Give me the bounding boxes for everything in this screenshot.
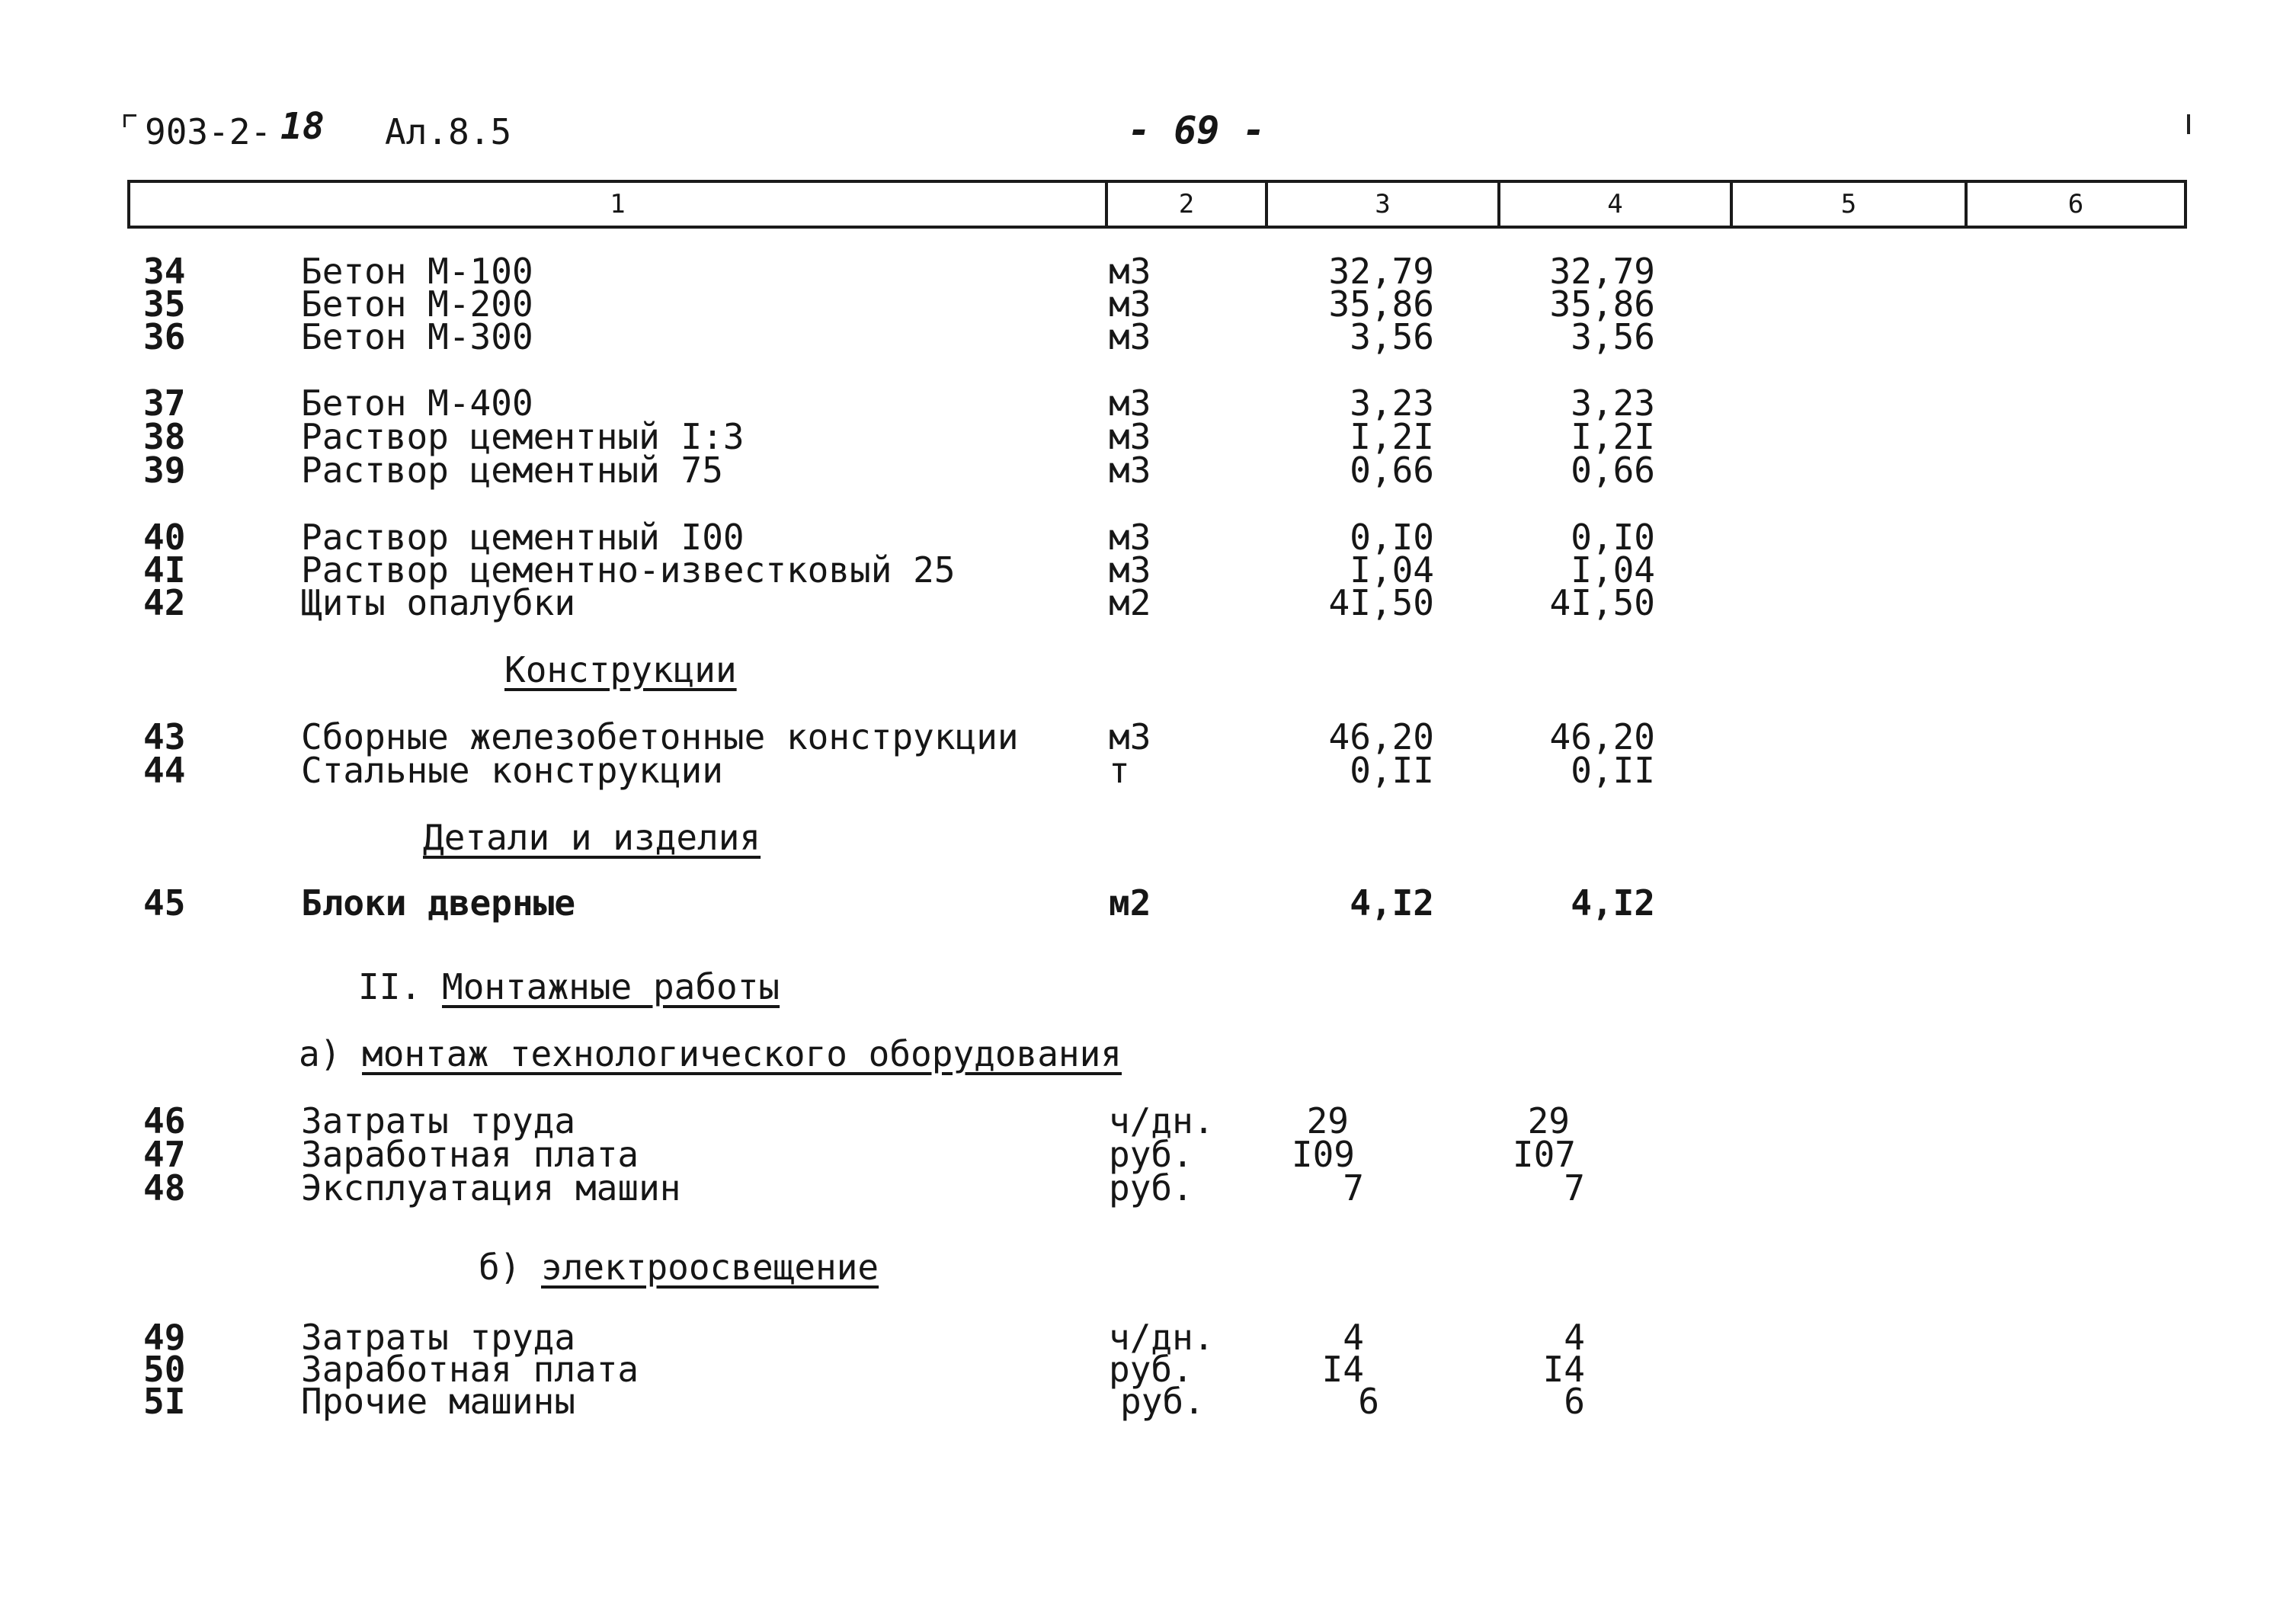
row-number: 4I bbox=[143, 549, 186, 591]
column-header-4: 4 bbox=[1500, 183, 1733, 226]
row-unit: м3 bbox=[1109, 416, 1151, 457]
row-unit: м2 bbox=[1109, 882, 1151, 924]
row-unit: м3 bbox=[1109, 251, 1151, 292]
subsection-a-title: монтаж технологического оборудования bbox=[362, 1033, 1122, 1074]
row-col3: 29 bbox=[1306, 1100, 1349, 1141]
page-number: - 69 - bbox=[1128, 108, 1266, 152]
row-name: Раствор цементный 75 bbox=[301, 450, 723, 491]
column-header-5: 5 bbox=[1733, 183, 1968, 226]
row-number: 50 bbox=[143, 1349, 186, 1390]
section-title-details: Детали и изделия bbox=[423, 817, 761, 858]
row-number: 42 bbox=[143, 582, 186, 623]
row-col4: 0,I0 bbox=[1571, 517, 1655, 558]
row-number: 47 bbox=[143, 1134, 186, 1175]
album-number: Ал.8.5 bbox=[385, 111, 512, 152]
corner-mark-left bbox=[123, 114, 136, 127]
row-name: Затраты труда bbox=[301, 1100, 576, 1141]
row-number: 45 bbox=[143, 882, 186, 924]
row-col4: 7 bbox=[1564, 1167, 1585, 1209]
row-col4: 35,86 bbox=[1549, 283, 1655, 325]
row-name: Заработная плата bbox=[301, 1134, 639, 1175]
row-number: 43 bbox=[143, 716, 186, 757]
row-unit: т bbox=[1109, 750, 1130, 791]
row-unit: м3 bbox=[1109, 316, 1151, 357]
row-unit: м3 bbox=[1109, 716, 1151, 757]
row-col4: 3,56 bbox=[1571, 316, 1655, 357]
row-col4: 46,20 bbox=[1549, 716, 1655, 757]
row-col3: 0,I0 bbox=[1350, 517, 1434, 558]
row-name: Заработная плата bbox=[301, 1349, 639, 1390]
row-unit: руб. bbox=[1109, 1167, 1193, 1209]
row-number: 36 bbox=[143, 316, 186, 357]
row-name: Бетон М-300 bbox=[301, 316, 533, 357]
row-col3: I4 bbox=[1321, 1349, 1364, 1390]
row-col3: 0,66 bbox=[1350, 450, 1434, 491]
row-col3: 4 bbox=[1343, 1317, 1364, 1358]
row-number: 35 bbox=[143, 283, 186, 325]
row-col4: 4 bbox=[1564, 1317, 1585, 1358]
part-title: Монтажные работы bbox=[442, 966, 780, 1007]
document-code: 903-2- bbox=[145, 111, 272, 152]
row-col4: 4,I2 bbox=[1571, 882, 1655, 924]
row-unit: ч/дн. bbox=[1109, 1317, 1215, 1358]
column-header-2: 2 bbox=[1108, 183, 1268, 226]
row-unit: ч/дн. bbox=[1109, 1100, 1215, 1141]
row-col4: 6 bbox=[1564, 1381, 1585, 1422]
row-col3: I,2I bbox=[1350, 416, 1434, 457]
row-col3: 32,79 bbox=[1328, 251, 1434, 292]
row-name: Бетон М-100 bbox=[301, 251, 533, 292]
row-unit: м3 bbox=[1109, 450, 1151, 491]
row-name: Раствор цементный I00 bbox=[301, 517, 745, 558]
column-header-1: 1 bbox=[130, 183, 1108, 226]
row-name: Сборные железобетонные конструкции bbox=[301, 716, 1019, 757]
row-unit: м2 bbox=[1109, 582, 1151, 623]
row-col4: I,2I bbox=[1571, 416, 1655, 457]
row-unit: руб. bbox=[1109, 1134, 1193, 1175]
row-col4: 3,23 bbox=[1571, 383, 1655, 424]
row-col3: 3,23 bbox=[1350, 383, 1434, 424]
row-col3: 6 bbox=[1358, 1381, 1379, 1422]
row-unit: м3 bbox=[1109, 517, 1151, 558]
row-number: 38 bbox=[143, 416, 186, 457]
corner-mark-right bbox=[2187, 114, 2190, 134]
row-col3: 35,86 bbox=[1328, 283, 1434, 325]
row-number: 40 bbox=[143, 517, 186, 558]
row-col3: 4,I2 bbox=[1350, 882, 1434, 924]
row-col4: I4 bbox=[1542, 1349, 1585, 1390]
row-name: Раствор цементный I:3 bbox=[301, 416, 745, 457]
row-unit: м3 bbox=[1109, 283, 1151, 325]
row-col4: 4I,50 bbox=[1549, 582, 1655, 623]
row-name: Блоки дверные bbox=[301, 882, 576, 924]
row-number: 5I bbox=[143, 1381, 186, 1422]
row-number: 34 bbox=[143, 251, 186, 292]
subsection-a-prefix: а) bbox=[299, 1033, 341, 1074]
column-header-6: 6 bbox=[2067, 189, 2084, 219]
row-col4: 32,79 bbox=[1549, 251, 1655, 292]
row-col3: 46,20 bbox=[1328, 716, 1434, 757]
row-name: Затраты труда bbox=[301, 1317, 576, 1358]
row-col3: 7 bbox=[1343, 1167, 1364, 1209]
row-number: 39 bbox=[143, 450, 186, 491]
row-col4: 29 bbox=[1527, 1100, 1570, 1141]
row-name: Бетон М-200 bbox=[301, 283, 533, 325]
row-col3: I09 bbox=[1291, 1134, 1355, 1175]
row-col3: I,04 bbox=[1350, 549, 1434, 591]
row-unit: руб. bbox=[1109, 1349, 1193, 1390]
row-number: 37 bbox=[143, 383, 186, 424]
row-col4: I,04 bbox=[1571, 549, 1655, 591]
row-name: Эксплуатация машин bbox=[301, 1167, 681, 1209]
row-col4: I07 bbox=[1512, 1134, 1576, 1175]
row-number: 48 bbox=[143, 1167, 186, 1209]
row-number: 44 bbox=[143, 750, 186, 791]
row-col4: 0,66 bbox=[1571, 450, 1655, 491]
row-unit: м3 bbox=[1109, 383, 1151, 424]
row-col3: 4I,50 bbox=[1328, 582, 1434, 623]
row-unit: руб. bbox=[1120, 1381, 1205, 1422]
column-header-3: 3 bbox=[1268, 183, 1500, 226]
row-name: Щиты опалубки bbox=[301, 582, 576, 623]
section-title-constructions: Конструкции bbox=[504, 649, 737, 690]
document-code-handwritten: 18 bbox=[280, 105, 325, 148]
column-header-row bbox=[127, 180, 2187, 229]
row-unit: м3 bbox=[1109, 549, 1151, 591]
row-name: Раствор цементно-известковый 25 bbox=[301, 549, 956, 591]
row-col3: 3,56 bbox=[1350, 316, 1434, 357]
row-name: Прочие машины bbox=[301, 1381, 576, 1422]
subsection-b-prefix: б) bbox=[479, 1247, 521, 1288]
row-name: Бетон М-400 bbox=[301, 383, 533, 424]
row-number: 46 bbox=[143, 1100, 186, 1141]
row-name: Стальные конструкции bbox=[301, 750, 723, 791]
row-number: 49 bbox=[143, 1317, 186, 1358]
row-col4: 0,II bbox=[1571, 750, 1655, 791]
row-col3: 0,II bbox=[1350, 750, 1434, 791]
subsection-b-title: электроосвещение bbox=[541, 1247, 879, 1288]
part-number: II. bbox=[358, 966, 422, 1007]
